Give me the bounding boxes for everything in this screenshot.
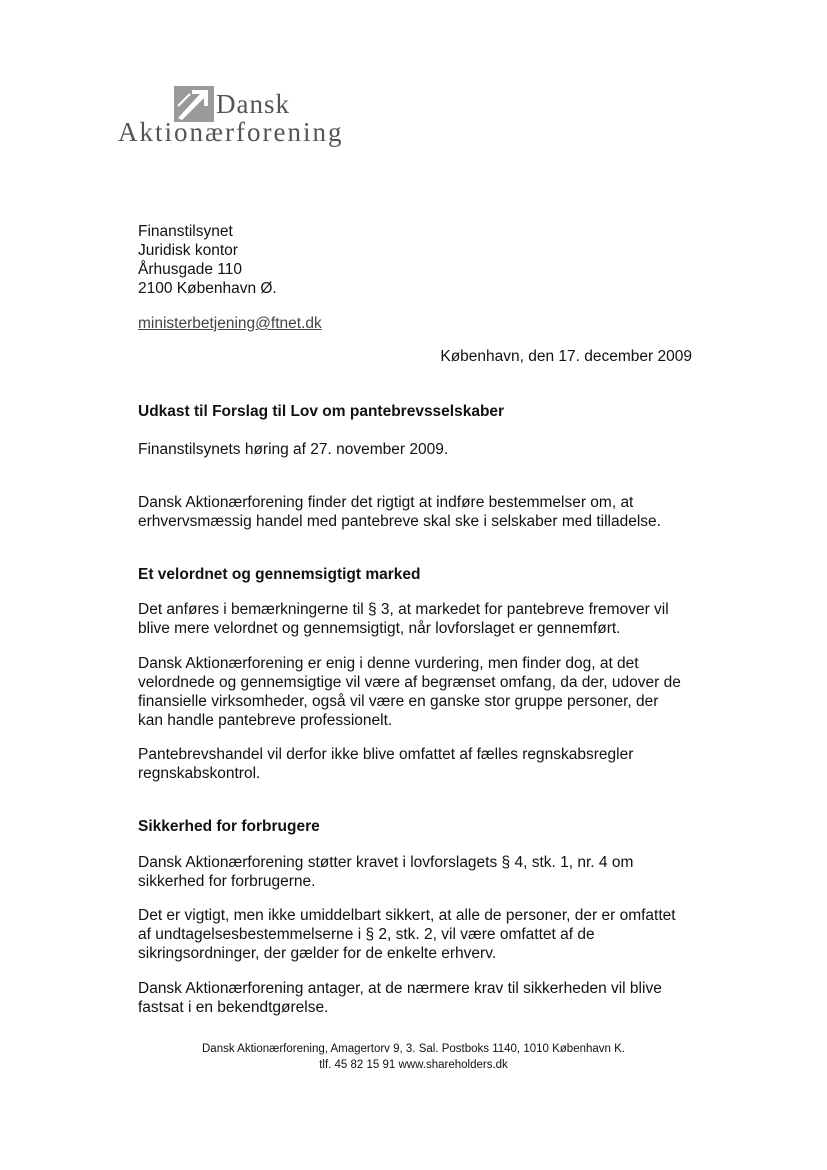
intro-line: Dansk Aktionærforening finder det rigtigt at indføre bestemmelser om, at — [138, 494, 634, 511]
paragraph-line: Dansk Aktionærforening antager, at de nærmere krav til sikkerheden vil blive — [138, 980, 662, 997]
section-heading-security: Sikkerhed for forbrugere — [138, 818, 320, 835]
logo-text-line1: Dansk — [216, 89, 290, 119]
recipient-department: Juridisk kontor — [138, 242, 238, 259]
paragraph-line: regnskabskontrol. — [138, 765, 261, 782]
logo-text-line2: Aktionærforening — [118, 117, 344, 147]
paragraph-line: af undtagelsesbestemmelserne i § 2, stk. 2, vil være omfattet af de — [138, 926, 595, 943]
paragraph-line: Pantebrevshandel vil derfor ikke blive omfattet af fælles regnskabsregler — [138, 746, 634, 763]
logo — [118, 86, 358, 156]
hearing-line: Finanstilsynets høring af 27. november 2009. — [138, 441, 449, 458]
paragraph-line: kan handle pantebreve professionelt. — [138, 712, 393, 729]
paragraph-line: Det anføres i bemærkningerne til § 3, at markedet for pantebreve fremover vil — [138, 601, 669, 618]
footer-contact: tlf. 45 82 15 91 www.shareholders.dk — [319, 1059, 508, 1071]
section-heading-market: Et velordnet og gennemsigtigt marked — [138, 566, 421, 583]
subject-heading: Udkast til Forslag til Lov om pantebrevsselskaber — [138, 403, 505, 420]
paragraph-line: Dansk Aktionærforening støtter kravet i lovforslagets § 4, stk. 1, nr. 4 om — [138, 854, 634, 871]
recipient-street: Århusgade 110 — [138, 261, 242, 278]
recipient-email-link[interactable]: ministerbetjening@ftnet.dk — [138, 315, 322, 332]
paragraph-line: velordnede og gennemsigtige vil være af begrænset omfang, da der, udover de — [138, 674, 681, 691]
paragraph-line: Det er vigtigt, men ikke umiddelbart sikkert, at alle de personer, der er omfattet — [138, 907, 676, 924]
paragraph-line: blive mere velordnet og gennemsigtigt, når lovforslaget er gennemført. — [138, 620, 621, 637]
recipient-city: 2100 København Ø. — [138, 280, 277, 297]
paragraph-line: Dansk Aktionærforening er enig i denne vurdering, men finder dog, at det — [138, 655, 639, 672]
paragraph-line: finansielle virksomheder, også vil være en ganske stor gruppe personer, der — [138, 693, 659, 710]
paragraph-line: sikkerhed for forbrugerne. — [138, 873, 316, 890]
letter-date: København, den 17. december 2009 — [440, 348, 692, 365]
footer-address: Dansk Aktionærforening, Amagertorv 9, 3. Sal. Postboks 1140, 1010 København K. — [202, 1043, 625, 1055]
paragraph-line: sikringsordninger, der gælder for de enkelte erhverv. — [138, 945, 497, 962]
paragraph-line: fastsat i en bekendtgørelse. — [138, 999, 329, 1016]
intro-line: erhvervsmæssig handel med pantebreve skal ske i selskaber med tilladelse. — [138, 513, 661, 530]
recipient-name: Finanstilsynet — [138, 223, 233, 240]
